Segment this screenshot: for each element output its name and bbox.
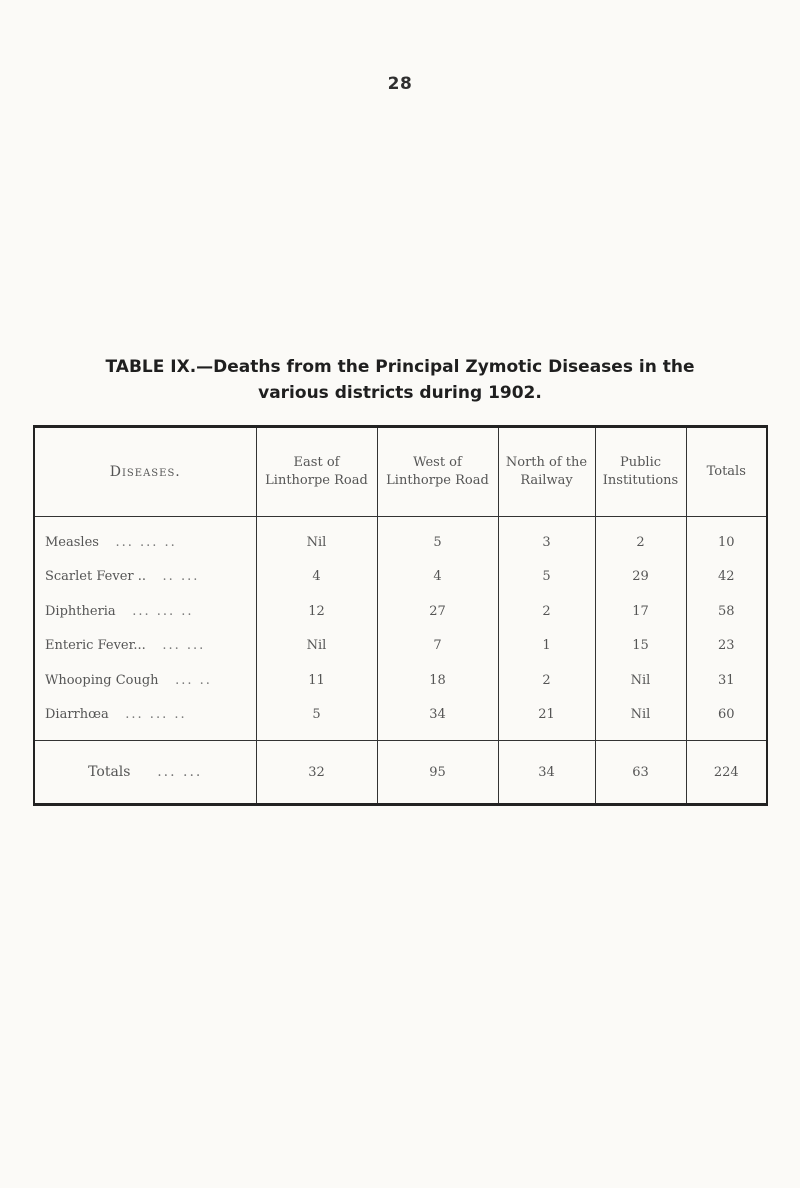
- header-north-of-the-railway: [498, 427, 595, 517]
- table-caption-line-2: various districts during 1902.: [258, 383, 542, 403]
- total-value: 60: [686, 698, 767, 741]
- leader-dots: ... ... ..: [132, 603, 194, 619]
- table-row: [34, 698, 767, 741]
- west-value: 18: [377, 663, 498, 698]
- header-east-line-1: East of: [293, 455, 340, 470]
- public-value: 29: [595, 560, 686, 595]
- north-total: 34: [498, 741, 595, 805]
- table-row: [34, 517, 767, 560]
- header-west-line-2: Linthorpe Road: [386, 473, 489, 488]
- disease-name: Whooping Cough: [45, 672, 159, 688]
- disease-name-cell: [34, 517, 256, 560]
- header-totals: Totals: [686, 427, 767, 517]
- public-total: 63: [595, 741, 686, 805]
- public-value: Nil: [595, 663, 686, 698]
- header-west-line-1: West of: [413, 455, 462, 470]
- leader-dots: ... ..: [175, 672, 212, 688]
- leader-dots: ... ...: [157, 764, 203, 780]
- totals-label: Totals: [88, 764, 131, 780]
- header-east-of-linthorpe-road: [256, 427, 377, 517]
- table-row: [34, 629, 767, 664]
- disease-name: Measles: [45, 534, 99, 550]
- east-value: 4: [256, 560, 377, 595]
- total-value: 23: [686, 629, 767, 664]
- east-value: Nil: [256, 629, 377, 664]
- disease-name-cell: [34, 629, 256, 664]
- west-total: 95: [377, 741, 498, 805]
- public-value: 17: [595, 594, 686, 629]
- total-value: 42: [686, 560, 767, 595]
- leader-dots: .. ...: [162, 569, 200, 585]
- total-value: 31: [686, 663, 767, 698]
- public-value: Nil: [595, 698, 686, 741]
- table-caption-line-1: TABLE IX.—Deaths from the Principal Zymotic Diseases in the: [105, 357, 695, 377]
- header-north-line-1: North of the: [505, 455, 588, 470]
- total-value: 10: [686, 517, 767, 560]
- west-value: 27: [377, 594, 498, 629]
- disease-name: Diarrhœa: [45, 707, 109, 723]
- header-row: [34, 427, 767, 517]
- disease-name: Diphtheria: [45, 603, 116, 619]
- header-public-line-2: Institutions: [602, 473, 679, 488]
- header-west-of-linthorpe-road: [377, 427, 498, 517]
- table-row: [34, 663, 767, 698]
- west-value: 4: [377, 560, 498, 595]
- header-diseases: Diseases.: [34, 427, 256, 517]
- west-value: 34: [377, 698, 498, 741]
- east-total: 32: [256, 741, 377, 805]
- north-value: 5: [498, 560, 595, 595]
- disease-name-cell: [34, 594, 256, 629]
- table-row: [34, 560, 767, 595]
- table-row: [34, 594, 767, 629]
- deaths-by-district-table: [33, 425, 768, 806]
- public-value: 15: [595, 629, 686, 664]
- public-value: 2: [595, 517, 686, 560]
- leader-dots: ... ...: [162, 638, 206, 654]
- disease-name: Scarlet Fever ..: [45, 569, 147, 585]
- header-north-line-2: Railway: [520, 473, 573, 488]
- west-value: 5: [377, 517, 498, 560]
- header-east-line-2: Linthorpe Road: [265, 473, 368, 488]
- north-value: 2: [498, 663, 595, 698]
- grand-total: 224: [686, 741, 767, 805]
- north-value: 21: [498, 698, 595, 741]
- disease-name-cell: [34, 698, 256, 741]
- disease-name-cell: [34, 560, 256, 595]
- east-value: 11: [256, 663, 377, 698]
- north-value: 2: [498, 594, 595, 629]
- west-value: 7: [377, 629, 498, 664]
- east-value: 5: [256, 698, 377, 741]
- disease-name-cell: [34, 663, 256, 698]
- disease-name: Enteric Fever...: [45, 638, 146, 654]
- totals-label-cell: [34, 741, 256, 805]
- total-value: 58: [686, 594, 767, 629]
- header-public-line-1: Public: [619, 455, 662, 470]
- page-number: 28: [387, 74, 413, 94]
- east-value: Nil: [256, 517, 377, 560]
- east-value: 12: [256, 594, 377, 629]
- totals-row: [34, 741, 767, 805]
- leader-dots: ... ... ..: [115, 534, 177, 550]
- north-value: 1: [498, 629, 595, 664]
- leader-dots: ... ... ..: [125, 707, 187, 723]
- header-public-institutions: [595, 427, 686, 517]
- north-value: 3: [498, 517, 595, 560]
